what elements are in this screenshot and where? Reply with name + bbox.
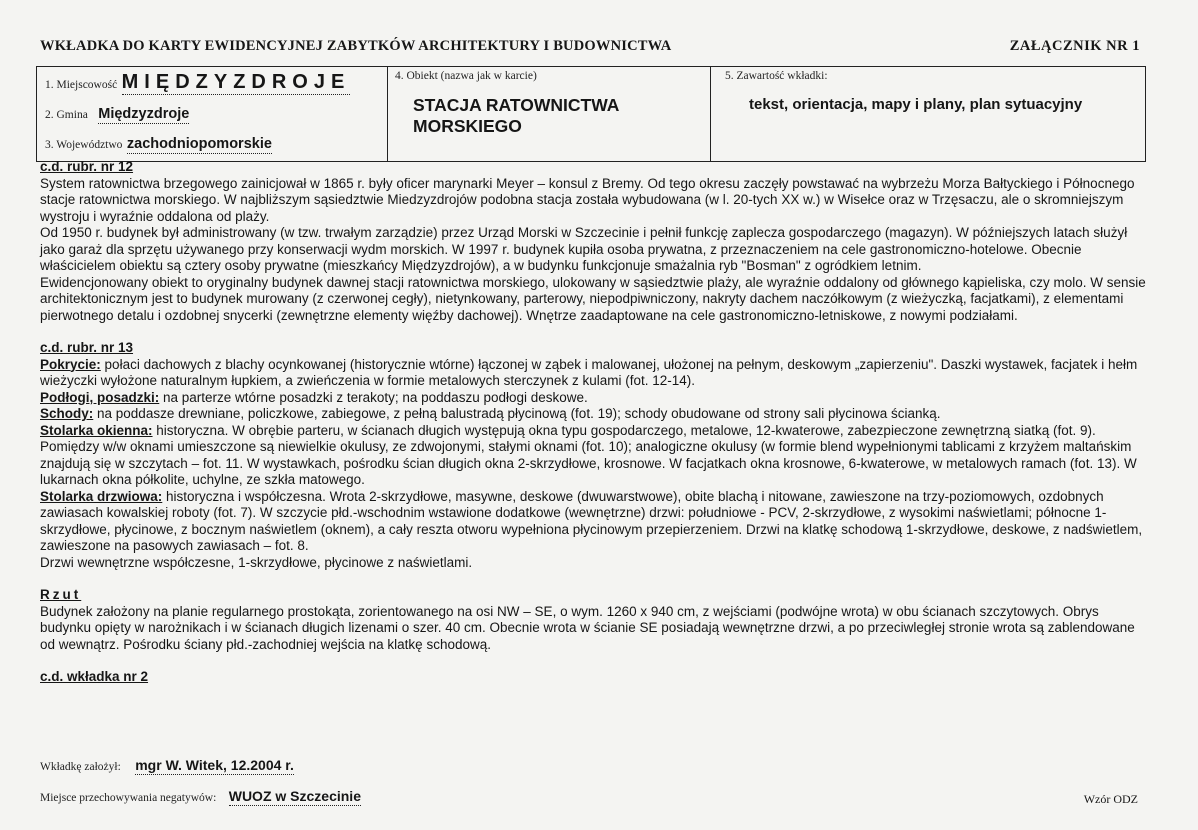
section-13-item <box>40 357 1150 390</box>
section-12-paragraph: Od 1950 r. budynek był administrowany (w tzw. trwałym zarządzie) przez Urząd Morski w Szczecinie i pełnił funkcję zaplecza gospodarczego (magazyn). W późniejszych latach służył jako garaż dla sprzętu używanego przy konserwacji wydm morskich. W 1997 r. budynek kupiła osoba prywatna, z przeznaczeniem na cele gastronomiczno-hotelowe. Obecnie właścicielem obiektu są cztery osoby prywatne (mieszkańcy Międzyzdrojów), a w budynku funkcjonuje smażalnia ryb "Bosman" z ogródkiem letnim. <box>40 225 1128 273</box>
footer-author <box>40 757 294 775</box>
footer-negatives <box>40 788 361 806</box>
object-column <box>387 67 711 161</box>
section-12-paragraph: Ewidencjonowany obiekt to oryginalny budynek dawnej stacji ratownictwa morskiego, ulokowany w sąsiedztwie plaży, ale wyraźnie oddalony od głównego kąpieliska, czy molo. W sensie architektonicznym jest to budynek murowany (z czerwonej cegły), nietynkowany, parterowy, niepodpiwniczony, nakryty dachem naczółkowym (z wieżyczką, facjatkami), z elementami pierwotnego detalu i ozdobnej snycerki (zewnętrzne elementy więźby dachowej). Wnętrze zaadaptowane na cele gastronomiczno-letniskowe, z nowymi podziałami. <box>40 274 1146 323</box>
item-text: historyczna. W obrębie parteru, w ścianach długich występują okna typu gospodarczego, metalowe, 12-kwaterowe, zabezpieczone zewnętrzną siatką (fot. 9). Pomiędzy w/w oknami umieszczone są niewielkie okulusy, ze zdwojonymi, stałymi oknami (fot. 10); analogiczne okulusy (w formie blend wypełnionymi tablicami z krzyżem maltańskim znajdują się w szczytach – fot. 11. W wystawkach, pośrodku ścian długich okna 2-skrzydłowe, krosnowe. W facjatkach okna krosnowe, 6-kwaterowe, w metalowych ramach (fot. 13). W lukarnach okna półkolite, uchylne, ze szkła matowego. <box>40 422 1137 487</box>
item-key: Stolarka drzwiowa: <box>40 488 163 504</box>
gmina-label: 2. Gmina <box>45 109 88 121</box>
item-key: Stolarka okienna: <box>40 422 153 438</box>
document-body <box>40 159 1150 686</box>
rzut-paragraph: Budynek założony na planie regularnego prostokąta, zorientowanego na osi NW – SE, o wym. 1260 x 940 cm, z wejściami (podwójne wrota) w obu ścianach szczytowych. Obrys budynku opięty w narożnikach i w ścianach długich lizenami o szer. 40 cm. Obecnie wrota w ścianie SE posiadają wewnętrzne drzwi, a po przeciwległej stronie wrota są zablendowane od wewnątrz. Pośrodku ściany płd.-zachodniej wejścia na klatkę schodową. <box>40 603 1135 652</box>
section-12-title: c.d. rubr. nr 12 <box>40 159 134 174</box>
obiekt-value: STACJA RATOWNICTWA MORSKIEGO <box>413 95 619 136</box>
zalozyl-value: mgr W. Witek, 12.2004 r. <box>135 757 294 773</box>
wojewodztwo-value: zachodniopomorskie <box>126 136 272 152</box>
item-text: na parterze wtórne posadzki z terakoty; na poddaszu podłogi deskowe. <box>159 389 588 405</box>
miejscowosc-label: 1. Miejscowość <box>45 79 118 91</box>
wojewodztwo-label: 3. Województwo <box>45 139 123 151</box>
gmina-value: Międzyzdroje <box>98 106 190 122</box>
form-template-label: Wzór ODZ <box>1083 792 1138 806</box>
section-13-item <box>40 406 1150 423</box>
section-12-paragraph: System ratownictwa brzegowego zainicjował w 1865 r. były oficer marynarki Meyer – konsul z Bremy. Od tego okresu zaczęły powstawać na wybrzeżu Morza Bałtyckiego i Północnego stacje ratownictwa morskiego. W najbliższym sąsiedztwie Miedzyzdrojów podobna stacja została wybudowana (w l. 20-tych XX w.) w Wisełce oraz w Trzęsaczu, ale o skromniejszym wystroju i wyraźnie oddalona od plaży. <box>40 175 1135 224</box>
content-column <box>711 67 1145 161</box>
item-key: Pokrycie: <box>40 356 101 372</box>
zawartosc-value: tekst, orientacja, mapy i plany, plan sytuacyjny <box>749 96 1083 113</box>
miejscowosc-value: MIĘDZYZDROJE <box>121 71 351 93</box>
zawartosc-label: 5. Zawartość wkładki: <box>725 70 828 82</box>
item-text: historyczna i współczesna. Wrota 2-skrzydłowe, masywne, deskowe (dwuwarstwowe), obite blachą i nitowane, zawieszone na trzy-poziomowych, ozdobnych zawiasach kowalskiej roboty (fot. 7). W szczycie płd.-wschodnim wstawione dodatkowe (wewnętrzne) drzwi: południowe - PCV, 2-skrzydłowe, z wysokimi naświetlami; północne 1-skrzydłowe, płycinowe, z bocznym naświetlem (oknem), a cały reszta otworu wypełniona płycinowym przepierzeniem. Drzwi na klatkę schodową 1-skrzydłowe, deskowe, z nadświetlem, zawieszone na pasowych zawiasach – fot. 8. <box>40 488 1143 553</box>
item-key: Schody: <box>40 406 94 421</box>
item-key: Podłogi, posadzki: <box>40 389 160 405</box>
location-column <box>37 67 388 161</box>
header-fields-table <box>36 66 1146 162</box>
negatywy-value: WUOZ w Szczecinie <box>228 788 361 804</box>
section-13-title: c.d. rubr. nr 13 <box>40 340 134 355</box>
rzut-title: Rzut <box>40 587 82 602</box>
zalozyl-label: Wkładkę założył: <box>40 761 121 773</box>
section-13-item <box>40 390 1150 407</box>
document-title: WKŁADKA DO KARTY EWIDENCYJNEJ ZABYTKÓW ARCHITEKTURY I BUDOWNICTWA <box>40 38 672 54</box>
section-13-item <box>40 423 1150 489</box>
section-13-item <box>40 489 1150 555</box>
wkladka-title: c.d. wkładka nr 2 <box>40 669 149 684</box>
negatywy-label: Miejsce przechowywania negatywów: <box>40 792 217 804</box>
item-text: połaci dachowych z blachy ocynkowanej (historycznie wtórne) łączonej w ząbek i malowanej, ułożonej na pełnym, deskowym „zapierzeniu". Daszki wystawek, facjatek i hełm wieżyczki wyłożone naturalnym łupkiem, a zwieńczenia w formie metalowych sterczynek z kulami (fot. 12-14). <box>40 356 1138 388</box>
item-text: na poddasze drewniane, policzkowe, zabiegowe, z pełną balustradą płycinową (fot. 19); schody obudowane od strony sali płycinowa ścianką. <box>93 406 941 421</box>
attachment-number: ZAŁĄCZNIK NR 1 <box>1009 38 1140 54</box>
obiekt-label: 4. Obiekt (nazwa jak w karcie) <box>395 70 537 82</box>
section-13-extra: Drzwi wewnętrzne współczesne, 1-skrzydłowe, płycinowe z naświetlami. <box>40 554 473 570</box>
